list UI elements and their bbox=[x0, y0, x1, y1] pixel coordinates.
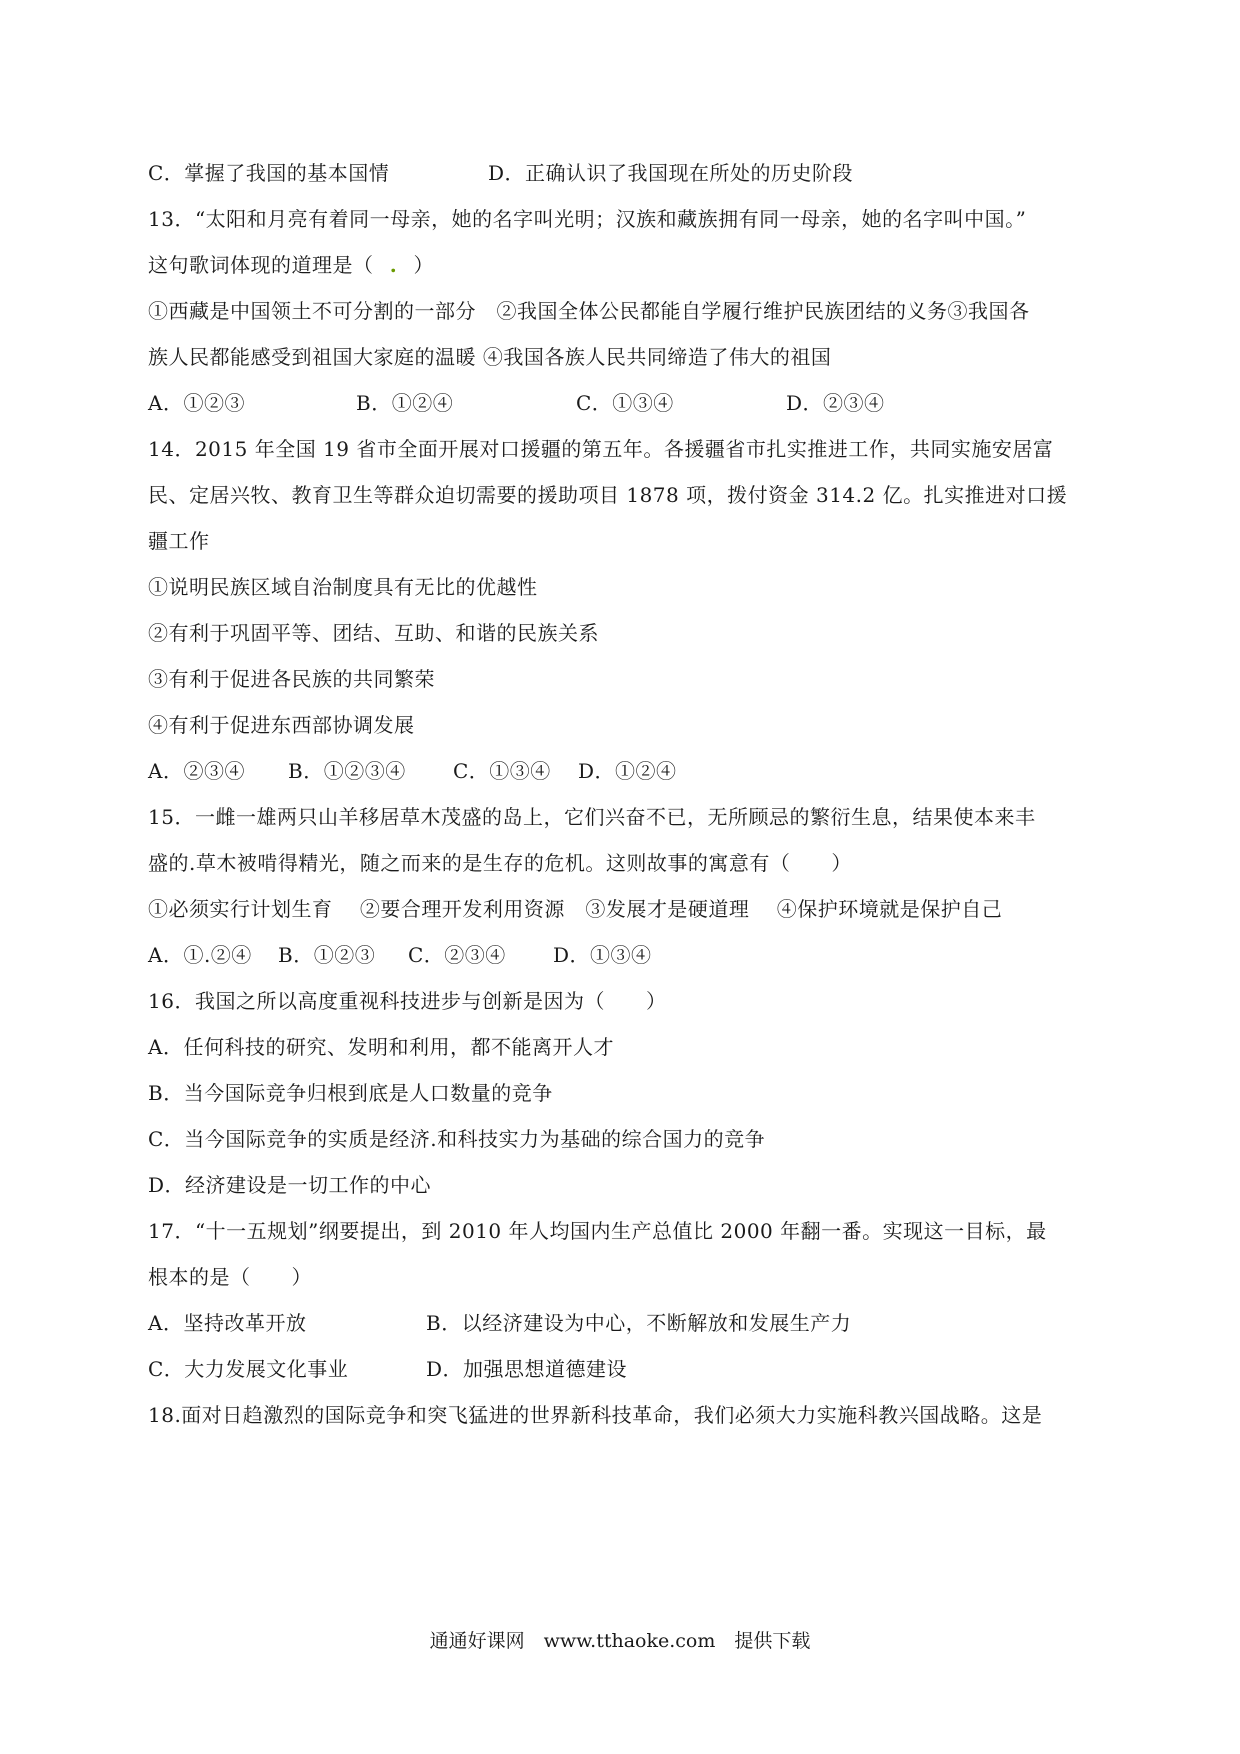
q13-option-a: A．①②③ bbox=[148, 391, 245, 415]
q16-option-b: B．当今国际竞争归根到底是人口数量的竞争 bbox=[148, 1081, 553, 1105]
q14-statement-2: ②有利于巩固平等、团结、互助、和谐的民族关系 bbox=[148, 621, 599, 645]
q13-option-d: D．②③④ bbox=[786, 391, 885, 415]
q13-stem-close: ） bbox=[413, 253, 434, 277]
q14-options-row bbox=[148, 757, 677, 785]
answer-mark: . bbox=[389, 253, 398, 277]
q16-option-a: A．任何科技的研究、发明和利用，都不能离开人才 bbox=[148, 1035, 614, 1059]
q17-option-b: B．以经济建设为中心，不断解放和发展生产力 bbox=[426, 1311, 852, 1335]
q16-option-d: D．经济建设是一切工作的中心 bbox=[148, 1173, 432, 1197]
q13-option-c: C．①③④ bbox=[576, 391, 674, 415]
q15-option-b: B．①②③ bbox=[278, 943, 376, 967]
q15-option-d: D．①③④ bbox=[553, 943, 652, 967]
q15-options-row bbox=[148, 941, 652, 969]
q16-stem: 16．我国之所以高度重视科技进步与创新是因为（ ） bbox=[148, 989, 667, 1013]
q17-stem-line-2: 根本的是（ ） bbox=[148, 1265, 312, 1289]
q14-stem-line-2: 民、定居兴牧、教育卫生等群众迫切需要的援助项目 1878 项，拨付资金 314.2 亿。扎实推进对口援 bbox=[148, 483, 1068, 507]
q12-option-d: D．正确认识了我国现在所处的历史阶段 bbox=[488, 161, 854, 185]
q12-option-c: C．掌握了我国的基本国情 bbox=[148, 161, 390, 185]
q12-options-row bbox=[148, 159, 853, 187]
q13-statements-line-2: 族人民都能感受到祖国大家庭的温暖 ④我国各族人民共同缔造了伟大的祖国 bbox=[148, 345, 832, 369]
q15-option-c: C．②③④ bbox=[408, 943, 506, 967]
q17-options-row-1 bbox=[148, 1309, 851, 1337]
q14-option-a: A．②③④ bbox=[148, 759, 245, 783]
q14-statement-4: ④有利于促进东西部协调发展 bbox=[148, 713, 415, 737]
q14-stem-line-1: 14．2015 年全国 19 省市全面开展对口援疆的第五年。各援疆省市扎实推进工作，共同实施安居富 bbox=[148, 437, 1054, 461]
q13-stem-line-1: 13．“太阳和月亮有着同一母亲，她的名字叫光明；汉族和藏族拥有同一母亲，她的名字叫中国。” bbox=[148, 207, 1027, 231]
q13-statements-line-1: ①西藏是中国领土不可分割的一部分 ②我国全体公民都能自学履行维护民族团结的义务③我国各 bbox=[148, 299, 1030, 323]
q14-stem-line-3: 疆工作 bbox=[148, 529, 210, 553]
q14-option-d: D．①②④ bbox=[578, 759, 677, 783]
q18-stem-line-1: 18.面对日趋激烈的国际竞争和突飞猛进的世界新科技革命，我们必须大力实施科教兴国战略。这是 bbox=[148, 1403, 1043, 1427]
q14-option-b: B．①②③④ bbox=[288, 759, 406, 783]
q17-option-d: D．加强思想道德建设 bbox=[426, 1357, 628, 1381]
q17-option-c: C．大力发展文化事业 bbox=[148, 1357, 349, 1381]
q17-options-row-2 bbox=[148, 1355, 627, 1383]
q15-statements: ①必须实行计划生育 ②要合理开发利用资源 ③发展才是硬道理 ④保护环境就是保护自己 bbox=[148, 897, 1003, 921]
q14-statement-1: ①说明民族区域自治制度具有无比的优越性 bbox=[148, 575, 538, 599]
q15-stem-line-2: 盛的.草木被啃得精光，随之而来的是生存的危机。这则故事的寓意有（ ） bbox=[148, 851, 852, 875]
q14-option-c: C．①③④ bbox=[453, 759, 551, 783]
q16-option-c: C．当今国际竞争的实质是经济.和科技实力为基础的综合国力的竞争 bbox=[148, 1127, 766, 1151]
q13-stem-line-2 bbox=[148, 251, 434, 279]
q13-options-row bbox=[148, 389, 885, 417]
q14-statement-3: ③有利于促进各民族的共同繁荣 bbox=[148, 667, 435, 691]
page-footer: 通通好课网 www.tthaoke.com 提供下载 bbox=[429, 1630, 811, 1652]
q17-stem-line-1: 17．“十一五规划”纲要提出，到 2010 年人均国内生产总值比 2000 年翻一番。实现这一目标，最 bbox=[148, 1219, 1047, 1243]
q15-stem-line-1: 15．一雌一雄两只山羊移居草木茂盛的岛上，它们兴奋不已，无所顾忌的繁衍生息，结果使本来丰 bbox=[148, 805, 1036, 829]
q17-option-a: A．坚持改革开放 bbox=[148, 1311, 307, 1335]
q13-option-b: B．①②④ bbox=[356, 391, 454, 415]
q13-stem-text: 这句歌词体现的道理是（ bbox=[148, 253, 374, 277]
q15-option-a: A．①.②④ bbox=[148, 943, 252, 967]
